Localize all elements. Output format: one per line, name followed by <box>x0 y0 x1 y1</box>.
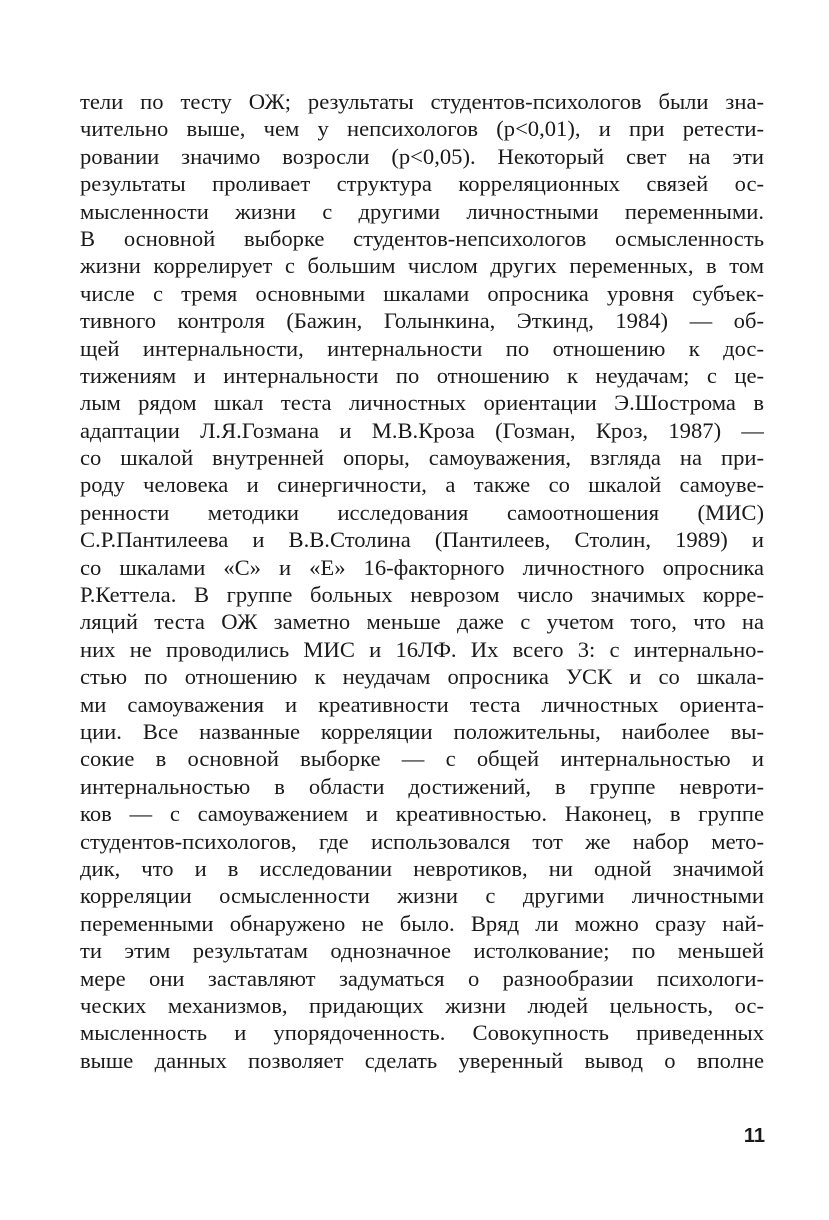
text-line: лым рядом шкал теста личностных ориентации Э.Шострома в <box>80 390 764 416</box>
text-line: результаты проливает структура корреляционных связей ос- <box>80 171 764 197</box>
text-line: тивного контроля (Бажин, Голынкина, Эткинд, 1984) — об- <box>80 308 764 334</box>
text-line: со шкалой внутренней опоры, самоуважения, взгляда на при- <box>80 445 764 471</box>
text-line: ческих механизмов, придающих жизни людей цельность, ос- <box>80 992 764 1018</box>
text-line: жизни коррелирует с большим числом других переменных, в том <box>80 253 764 279</box>
text-line: ции. Все названные корреляции положительны, наиболее вы- <box>80 718 764 744</box>
text-line: мере они заставляют задуматься о разнообразии психологи- <box>80 965 764 991</box>
text-line: ляций теста ОЖ заметно меньше даже с учетом того, что на <box>80 609 764 635</box>
text-line: ми самоуважения и креативности теста личностных ориента- <box>80 691 764 717</box>
text-line: со шкалами «С» и «Е» 16-факторного личностного опросника <box>80 554 764 580</box>
text-line: чительно выше, чем у непсихологов (p<0,01), и при ретести- <box>80 116 764 142</box>
page-number: 11 <box>743 1125 765 1147</box>
text-line: мысленности жизни с другими личностными переменными. <box>80 198 764 224</box>
text-line: стью по отношению к неудачам опросника УСК и со шкала- <box>80 664 764 690</box>
text-line: Р.Кеттела. В группе больных неврозом число значимых корре- <box>80 582 764 608</box>
text-line: ровании значимо возросли (p<0,05). Некоторый свет на эти <box>80 143 764 169</box>
text-line: переменными обнаружено не было. Вряд ли можно сразу най- <box>80 910 764 936</box>
text-line: корреляции осмысленности жизни с другими личностными <box>80 883 764 909</box>
text-line: адаптации Л.Я.Гозмана и М.В.Кроза (Гозман, Кроз, 1987) — <box>80 417 764 443</box>
text-line: роду человека и синергичности, а также со шкалой самоуве- <box>80 472 764 498</box>
text-line: тижениям и интернальности по отношению к неудачам; с це- <box>80 362 764 388</box>
text-line: щей интернальности, интернальности по отношению к дос- <box>80 335 764 361</box>
text-line: ков — с самоуважением и креативностью. Наконец, в группе <box>80 801 764 827</box>
text-line: интернальностью в области достижений, в группе невроти- <box>80 773 764 799</box>
text-line: В основной выборке студентов-непсихологов осмысленность <box>80 225 764 251</box>
text-line: дик, что и в исследовании невротиков, ни одной значимой <box>80 855 764 881</box>
text-line: ти этим результатам однозначное истолкование; по меньшей <box>80 938 764 964</box>
text-line: студентов-психологов, где использовался тот же набор мето- <box>80 828 764 854</box>
text-line: С.Р.Пантилеева и В.В.Столина (Пантилеев, Столин, 1989) и <box>80 527 764 553</box>
text-line: числе с тремя основными шкалами опросника уровня субъек- <box>80 280 764 306</box>
text-line: выше данных позволяет сделать уверенный вывод о вполне <box>80 1047 764 1073</box>
body-text <box>80 88 764 1074</box>
text-line: сокие в основной выборке — с общей интернальностью и <box>80 746 764 772</box>
text-line: них не проводились МИС и 16ЛФ. Их всего 3: с интернально- <box>80 636 764 662</box>
text-line: ренности методики исследования самоотношения (МИС) <box>80 499 764 525</box>
text-line: мысленность и упорядоченность. Совокупность приведенных <box>80 1020 764 1046</box>
text-line: тели по тесту ОЖ; результаты студентов-психологов были зна- <box>80 89 764 114</box>
